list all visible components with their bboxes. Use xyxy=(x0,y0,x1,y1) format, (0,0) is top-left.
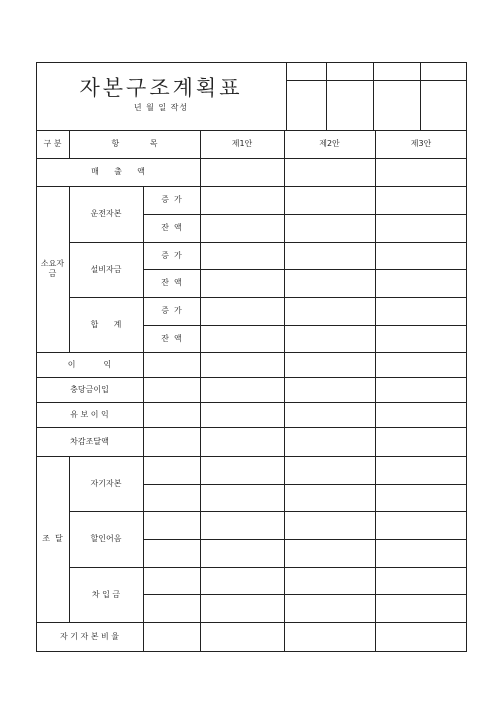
item-column-line xyxy=(143,352,144,652)
row-label-increase: 증 가 xyxy=(161,306,182,316)
row-label-balance: 잔 액 xyxy=(161,333,182,343)
row-label-reserve-in: 충당금이입 xyxy=(70,384,109,394)
row-label-borrowing: 차 입 금 xyxy=(91,589,121,599)
row-label-net-financing: 차감조달액 xyxy=(70,436,109,446)
plan1-column-line xyxy=(200,130,201,652)
header-item: 항 목 xyxy=(111,139,158,149)
form-title: 자본구조계획표 xyxy=(79,76,243,100)
header-plan-3: 제3안 xyxy=(410,139,432,149)
row-label-own-capital: 자기자본 xyxy=(90,478,122,488)
plan2-column-line xyxy=(284,130,285,652)
approval-grid-divider xyxy=(373,62,374,130)
row-label-required-funds: 소요자 금 xyxy=(40,259,65,278)
row-label-working-capital: 운전자본 xyxy=(90,209,122,219)
approval-grid-left-border xyxy=(286,62,287,130)
row-line xyxy=(143,594,467,595)
row-label-retained-profit: 유 보 이 익 xyxy=(70,409,109,419)
row-label-total: 합 계 xyxy=(90,319,122,329)
row-label-increase: 증 가 xyxy=(161,195,182,205)
form-subtitle: 년 월 일 작성 xyxy=(133,102,189,112)
header-division: 구 분 xyxy=(43,139,62,149)
approval-grid-divider xyxy=(420,62,421,130)
row-label-balance: 잔 액 xyxy=(161,278,182,288)
approval-grid-row-line xyxy=(286,80,467,81)
row-label-facility-funds: 설비자금 xyxy=(90,264,122,274)
approval-grid-divider xyxy=(326,62,327,130)
row-line xyxy=(143,484,467,485)
row-label-balance: 잔 액 xyxy=(161,223,182,233)
header-plan-1: 제1안 xyxy=(231,139,253,149)
plan3-column-line xyxy=(375,130,376,652)
row-label-financing: 조 달 xyxy=(42,534,63,544)
row-label-sales: 매 출 액 xyxy=(91,167,145,177)
row-line xyxy=(143,539,467,540)
row-label-increase: 증 가 xyxy=(161,250,182,260)
row-label-discount-notes: 할인어음 xyxy=(90,534,122,544)
row-label-equity-ratio: 자 기 자 본 비 율 xyxy=(59,632,120,642)
header-plan-2: 제2안 xyxy=(319,139,340,149)
row-label-profit: 이 익 xyxy=(67,359,112,369)
